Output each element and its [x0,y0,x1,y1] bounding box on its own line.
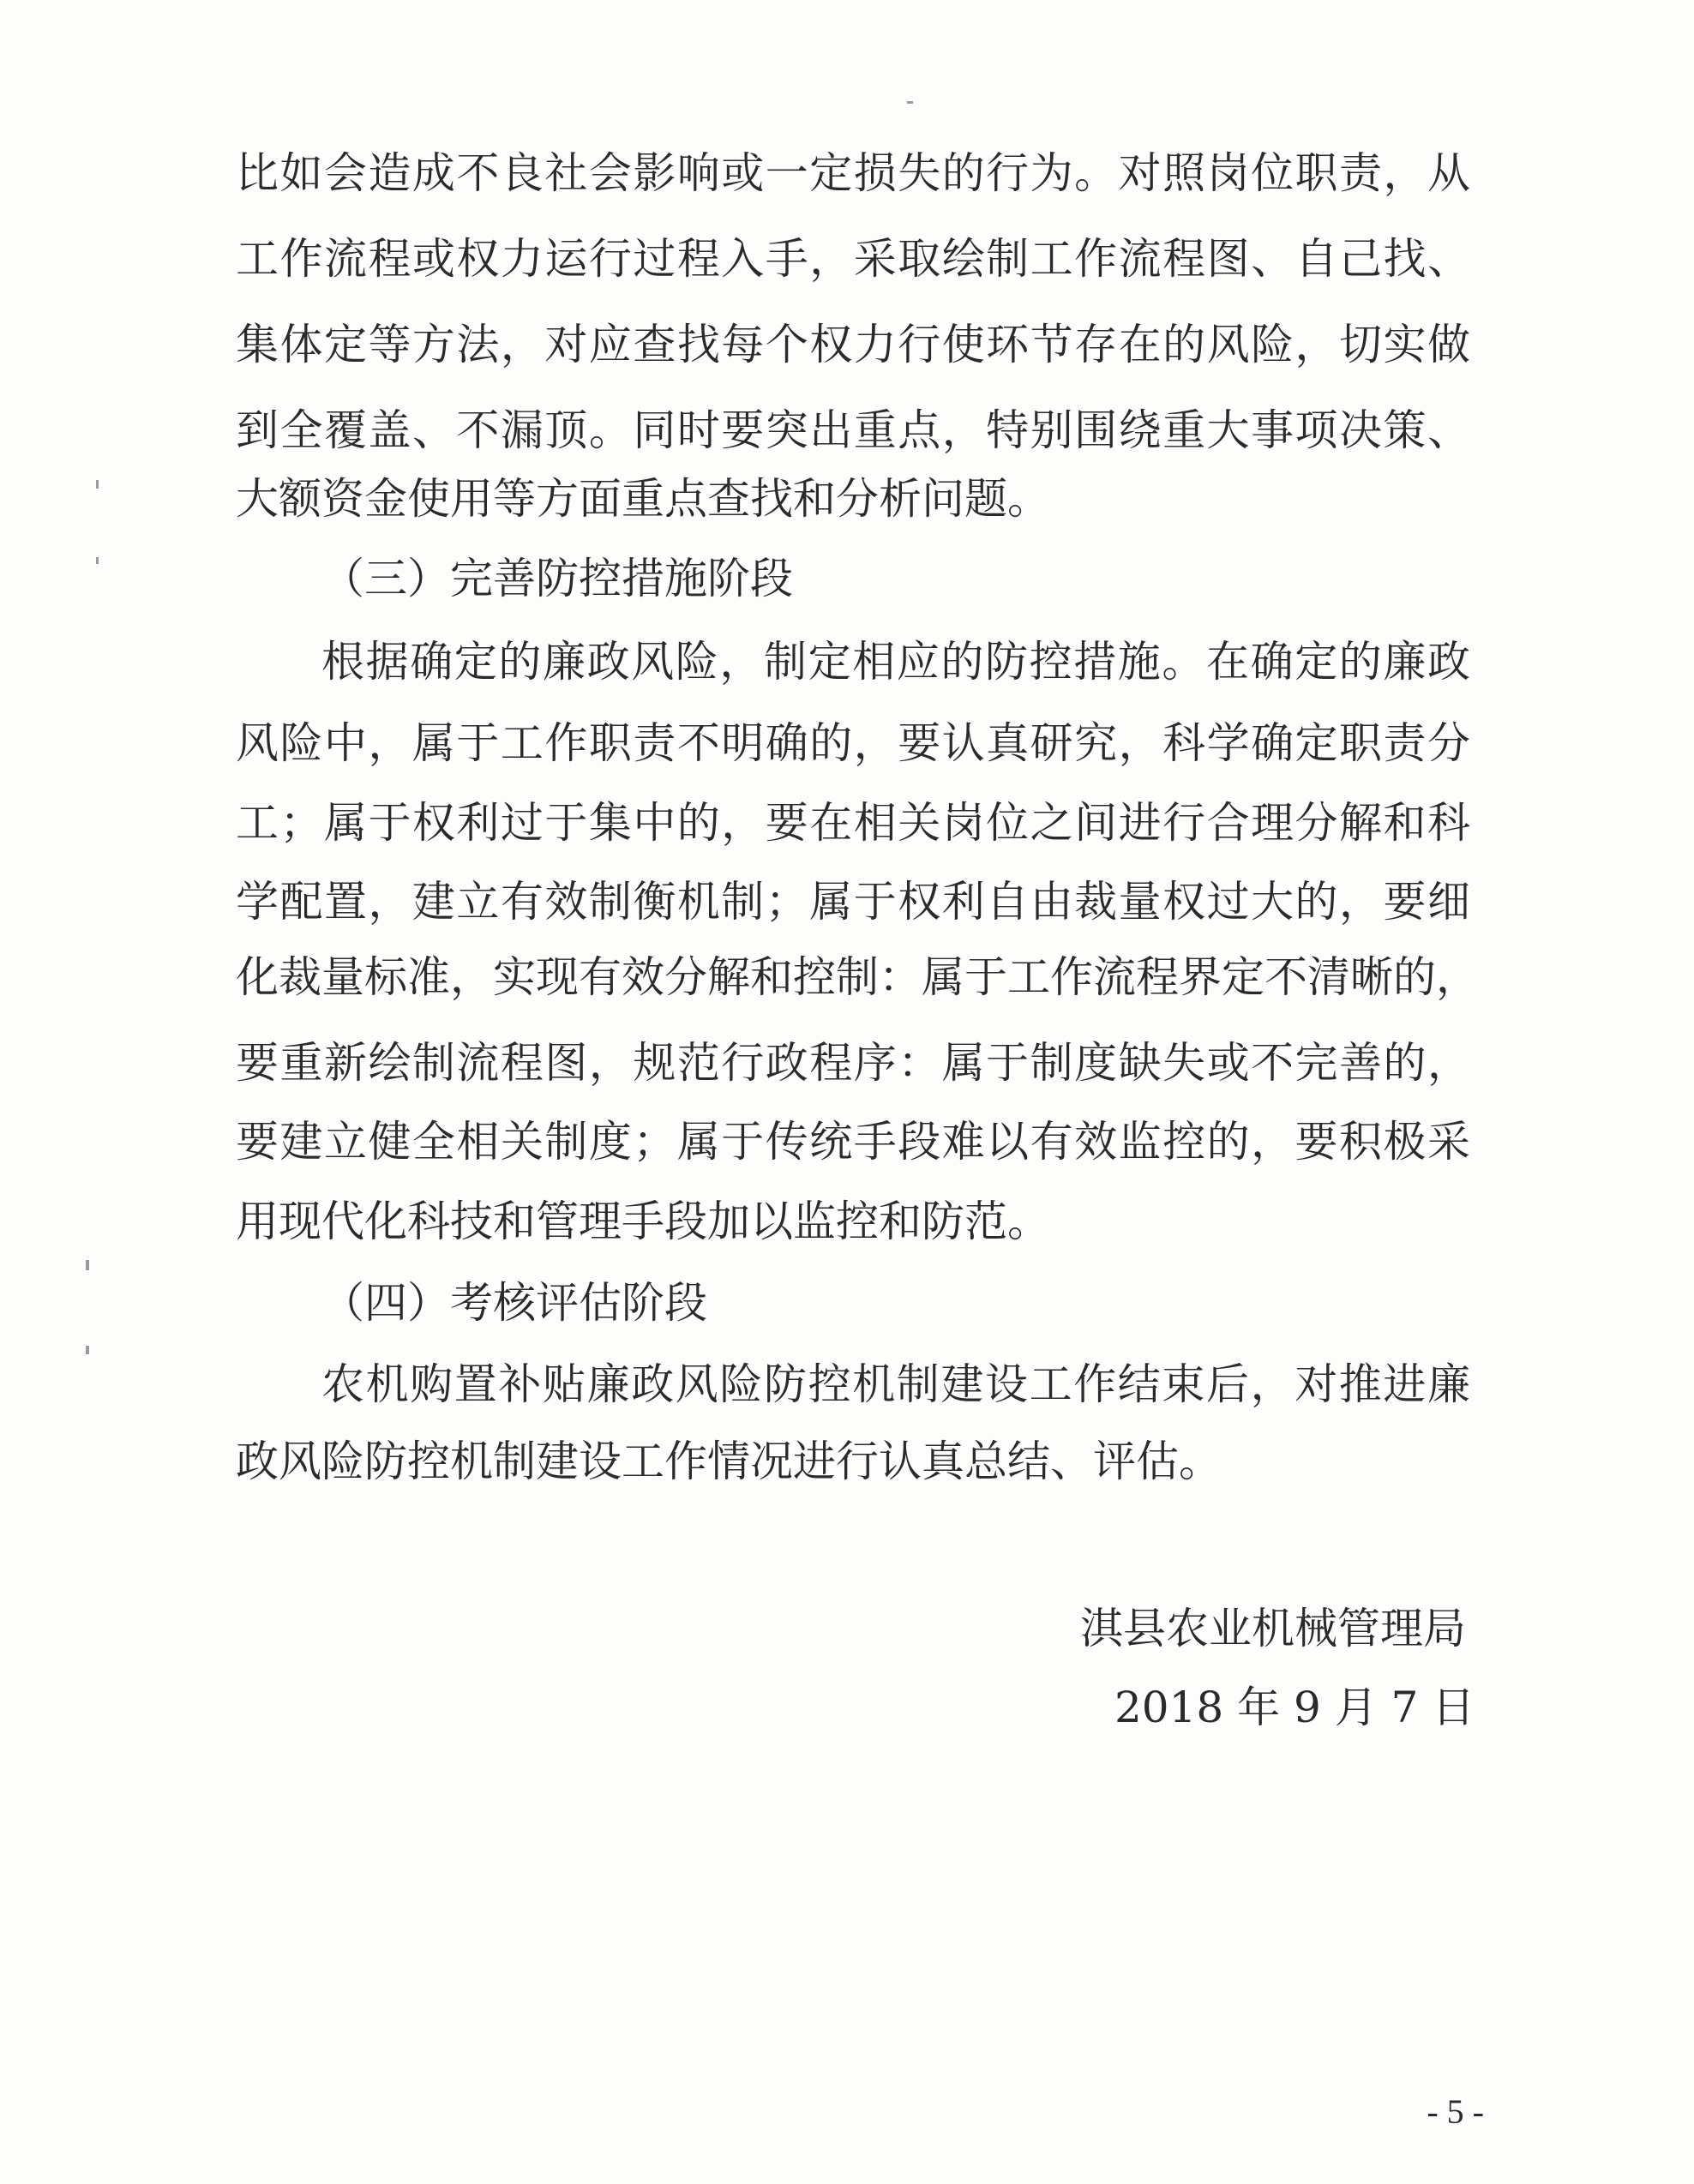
signature-organization: 淇县农业机械管理局 [1080,1604,1466,1653]
paragraph-line: 学配置，建立有效制衡机制；属于权利自由裁量权过大的，要细 [236,877,1470,927]
paragraph-line: 大额资金使用等方面重点查找和分析问题。 [236,474,1050,524]
scan-speck [907,101,913,104]
paragraph-line: 风险中，属于工作职责不明确的，要认真研究，科学确定职责分 [236,718,1470,768]
paragraph-line: 到全覆盖、不漏顶。同时要突出重点，特别围绕重大事项决策、 [236,405,1470,455]
section-heading: （四）考核评估阶段 [321,1278,707,1328]
paragraph-line: 政风险防控机制建设工作情况进行认真总结、评估。 [236,1437,1222,1486]
section-heading: （三）完善防控措施阶段 [321,554,793,603]
paragraph-line: 要重新绘制流程图，规范行政程序：属于制度缺失或不完善的， [236,1038,1470,1088]
paragraph-line: 集体定等方法，对应查找每个权力行使环节存在的风险，切实做 [236,320,1470,369]
paragraph-line: 工作流程或权力运行过程入手，采取绘制工作流程图、自己找、 [236,234,1470,284]
paragraph-line: 要建立健全相关制度；属于传统手段难以有效监控的，要积极采 [236,1117,1470,1167]
signature-date: 2018 年 9 月 7 日 [1114,1683,1475,1732]
paragraph-line: 工；属于权利过于集中的，要在相关岗位之间进行合理分解和科 [236,798,1470,848]
scan-speck [86,1260,89,1270]
paragraph-line: 用现代化科技和管理手段加以监控和防范。 [236,1197,1050,1246]
scan-speck [86,1346,89,1354]
paragraph-line: 根据确定的廉政风险，制定相应的防控措施。在确定的廉政 [321,637,1470,687]
paragraph-line: 比如会造成不良社会影响或一定损失的行为。对照岗位职责，从 [236,148,1470,198]
paragraph-line: 化裁量标准，实现有效分解和控制：属于工作流程界定不清晰的， [236,952,1479,1002]
scan-speck [96,480,99,489]
scan-speck [96,557,99,564]
page-number: - 5 - [1427,2092,1484,2131]
paragraph-line: 农机购置补贴廉政风险防控机制建设工作结束后，对推进廉 [321,1359,1470,1409]
